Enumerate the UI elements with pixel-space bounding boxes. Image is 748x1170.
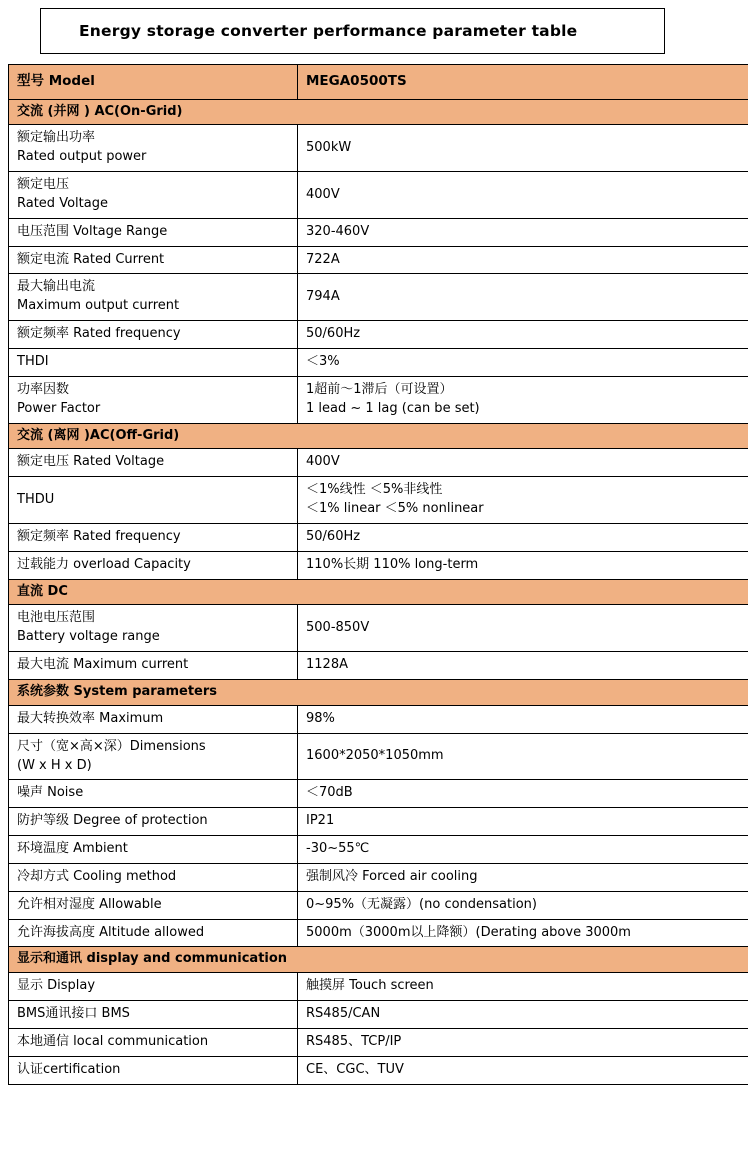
spec-label-cell bbox=[9, 919, 298, 947]
spec-section-row bbox=[9, 679, 748, 705]
spec-label-line: 最大转换效率 Maximum bbox=[17, 710, 164, 726]
spec-section-row bbox=[9, 99, 748, 125]
spec-value-line: 1超前～1滞后（可设置） bbox=[306, 381, 453, 397]
spec-label-line: 认证certification bbox=[17, 1061, 121, 1077]
spec-label-line: 显示和通讯 display and communication bbox=[17, 951, 288, 967]
spec-label-line: 型号 Model bbox=[17, 73, 95, 89]
spec-label-line: 尺寸（宽×高×深）Dimensions bbox=[17, 738, 206, 754]
spec-value-cell bbox=[298, 477, 748, 524]
spec-label-cell bbox=[9, 523, 298, 551]
spec-value-cell bbox=[298, 125, 748, 172]
spec-value-cell bbox=[298, 246, 748, 274]
spec-value-line: 110%长期 110% long-term bbox=[306, 556, 479, 572]
spec-value-line: MEGA0500TS bbox=[306, 73, 407, 89]
spec-value-cell bbox=[298, 218, 748, 246]
spec-value-cell bbox=[298, 449, 748, 477]
spec-section-row bbox=[9, 423, 748, 449]
spec-label-cell bbox=[9, 218, 298, 246]
spec-label-cell bbox=[9, 1028, 298, 1056]
spec-value-line: 触摸屏 Touch screen bbox=[306, 978, 434, 994]
spec-value-cell bbox=[298, 376, 748, 423]
spec-label-line: 电压范围 Voltage Range bbox=[17, 223, 168, 239]
table-row bbox=[9, 891, 748, 919]
spec-value-line: -30~55℃ bbox=[306, 841, 370, 857]
table-row bbox=[9, 863, 748, 891]
spec-label-cell bbox=[9, 172, 298, 219]
spec-value-line: 320-460V bbox=[306, 223, 370, 239]
spec-value-cell bbox=[298, 523, 748, 551]
spec-table-body bbox=[9, 65, 748, 1085]
spec-value-line: ＜1% linear ＜5% nonlinear bbox=[306, 501, 484, 517]
spec-label-line: Power Factor bbox=[17, 400, 101, 416]
spec-label-line: 直流 DC bbox=[17, 583, 68, 599]
table-row bbox=[9, 1056, 748, 1084]
spec-label-cell bbox=[9, 125, 298, 172]
page-title: Energy storage converter performance parameter table bbox=[79, 22, 578, 40]
table-row bbox=[9, 836, 748, 864]
spec-label-cell bbox=[9, 246, 298, 274]
table-row bbox=[9, 218, 748, 246]
spec-value-cell bbox=[298, 172, 748, 219]
spec-label-cell bbox=[9, 99, 748, 125]
table-row bbox=[9, 705, 748, 733]
table-row bbox=[9, 246, 748, 274]
document-title-box bbox=[40, 8, 665, 54]
table-row bbox=[9, 808, 748, 836]
spec-value-cell bbox=[298, 836, 748, 864]
spec-value-cell bbox=[298, 1001, 748, 1029]
spec-label-line: 噪声 Noise bbox=[17, 785, 84, 801]
spec-label-line: 交流 (并网 ) AC(On-Grid) bbox=[17, 103, 183, 119]
table-row bbox=[9, 321, 748, 349]
table-row bbox=[9, 652, 748, 680]
spec-label-cell bbox=[9, 349, 298, 377]
spec-label-line: 功率因数 bbox=[17, 381, 70, 397]
table-row bbox=[9, 349, 748, 377]
spec-value-cell bbox=[298, 652, 748, 680]
spec-value-cell bbox=[298, 705, 748, 733]
spec-value-cell bbox=[298, 321, 748, 349]
spec-value-line: RS485/CAN bbox=[306, 1006, 381, 1022]
spec-value-cell bbox=[298, 973, 748, 1001]
spec-label-cell bbox=[9, 652, 298, 680]
table-row bbox=[9, 274, 748, 321]
spec-label-line: Rated output power bbox=[17, 149, 147, 165]
spec-label-cell bbox=[9, 836, 298, 864]
spec-label-cell bbox=[9, 863, 298, 891]
spec-label-line: 本地通信 local communication bbox=[17, 1033, 209, 1049]
spec-label-line: 额定频率 Rated frequency bbox=[17, 326, 181, 342]
spec-value-cell bbox=[298, 551, 748, 579]
spec-label-line: 防护等级 Degree of protection bbox=[17, 813, 208, 829]
spec-label-line: 额定频率 Rated frequency bbox=[17, 528, 181, 544]
table-row bbox=[9, 477, 748, 524]
spec-label-cell bbox=[9, 579, 748, 605]
spec-label-line: 额定电压 Rated Voltage bbox=[17, 454, 165, 470]
spec-value-cell bbox=[298, 891, 748, 919]
spec-value-line: 50/60Hz bbox=[306, 528, 361, 544]
table-row bbox=[9, 1028, 748, 1056]
spec-label-line: THDU bbox=[17, 491, 55, 507]
table-row bbox=[9, 973, 748, 1001]
spec-label-cell bbox=[9, 423, 748, 449]
spec-label-cell bbox=[9, 679, 748, 705]
spec-label-cell bbox=[9, 947, 748, 973]
spec-value-cell bbox=[298, 733, 748, 780]
spec-label-cell bbox=[9, 551, 298, 579]
spec-value-line: 400V bbox=[306, 454, 340, 470]
spec-value-line: 强制风冷 Forced air cooling bbox=[306, 868, 478, 884]
spec-value-cell bbox=[298, 1028, 748, 1056]
spec-label-cell bbox=[9, 605, 298, 652]
spec-label-cell bbox=[9, 733, 298, 780]
spec-value-line: 500-850V bbox=[306, 619, 370, 635]
table-row bbox=[9, 733, 748, 780]
spec-label-line: 额定输出功率 bbox=[17, 130, 96, 146]
spec-label-line: 电池电压范围 bbox=[17, 610, 96, 626]
spec-label-line: 系统参数 System parameters bbox=[17, 683, 218, 699]
spec-label-cell bbox=[9, 449, 298, 477]
spec-label-cell bbox=[9, 477, 298, 524]
table-row bbox=[9, 523, 748, 551]
spec-value-line: 1128A bbox=[306, 657, 348, 673]
spec-value-line: CE、CGC、TUV bbox=[306, 1061, 404, 1077]
table-row bbox=[9, 1001, 748, 1029]
spec-value-line: ＜1%线性 ＜5%非线性 bbox=[306, 482, 443, 498]
spec-label-line: 额定电流 Rated Current bbox=[17, 251, 165, 267]
table-row bbox=[9, 376, 748, 423]
table-row bbox=[9, 919, 748, 947]
spec-section-row bbox=[9, 579, 748, 605]
spec-value-line: 794A bbox=[306, 288, 340, 304]
spec-label-line: THDI bbox=[17, 354, 49, 369]
spec-value-line: ＜70dB bbox=[306, 785, 353, 801]
spec-value-line: IP21 bbox=[306, 813, 335, 829]
spec-value-line: 50/60Hz bbox=[306, 326, 361, 342]
spec-label-cell bbox=[9, 808, 298, 836]
spec-value-cell bbox=[298, 863, 748, 891]
spec-label-line: 冷却方式 Cooling method bbox=[17, 868, 177, 884]
spec-label-cell bbox=[9, 321, 298, 349]
spec-label-cell bbox=[9, 1001, 298, 1029]
spec-value-cell bbox=[298, 808, 748, 836]
spec-value-line: 722A bbox=[306, 251, 340, 267]
spec-label-cell bbox=[9, 1056, 298, 1084]
spec-value-line: 500kW bbox=[306, 139, 352, 155]
spec-label-line: Maximum output current bbox=[17, 298, 180, 314]
spec-value-line: 1 lead ~ 1 lag (can be set) bbox=[306, 400, 480, 416]
spec-label-line: 允许海拔高度 Altitude allowed bbox=[17, 924, 205, 940]
spec-label-cell bbox=[9, 705, 298, 733]
spec-label-cell bbox=[9, 65, 298, 100]
spec-value-cell bbox=[298, 1056, 748, 1084]
spec-label-line: Rated Voltage bbox=[17, 195, 108, 211]
spec-label-line: Battery voltage range bbox=[17, 629, 160, 645]
spec-label-line: 最大输出电流 bbox=[17, 279, 96, 295]
spec-value-cell bbox=[298, 65, 748, 100]
spec-label-line: 显示 Display bbox=[17, 978, 96, 994]
spec-value-cell bbox=[298, 605, 748, 652]
spec-value-line: 1600*2050*1050mm bbox=[306, 748, 444, 764]
spec-value-cell bbox=[298, 780, 748, 808]
spec-label-line: 最大电流 Maximum current bbox=[17, 657, 189, 673]
spec-label-cell bbox=[9, 274, 298, 321]
spec-label-line: (W x H x D) bbox=[17, 757, 92, 773]
spec-label-line: 环境温度 Ambient bbox=[17, 841, 128, 857]
table-row bbox=[9, 605, 748, 652]
spec-label-cell bbox=[9, 973, 298, 1001]
spec-value-line: 98% bbox=[306, 710, 335, 726]
spec-label-cell bbox=[9, 376, 298, 423]
spec-section-row bbox=[9, 947, 748, 973]
spec-value-line: 400V bbox=[306, 186, 340, 202]
spec-table bbox=[8, 64, 748, 1085]
spec-value-cell bbox=[298, 919, 748, 947]
spec-value-line: RS485、TCP/IP bbox=[306, 1033, 402, 1049]
spec-label-line: 额定电压 bbox=[17, 177, 70, 193]
spec-label-cell bbox=[9, 891, 298, 919]
table-row bbox=[9, 172, 748, 219]
table-row bbox=[9, 65, 748, 100]
spec-label-line: 允许相对湿度 Allowable bbox=[17, 896, 162, 912]
table-row bbox=[9, 780, 748, 808]
spec-value-cell bbox=[298, 274, 748, 321]
spec-label-line: 交流 (离网 )AC(Off-Grid) bbox=[17, 427, 180, 443]
spec-label-line: BMS通讯接口 BMS bbox=[17, 1006, 130, 1022]
table-row bbox=[9, 551, 748, 579]
spec-label-line: 过载能力 overload Capacity bbox=[17, 556, 191, 572]
spec-value-line: 0~95%（无凝露）(no condensation) bbox=[306, 896, 537, 912]
table-row bbox=[9, 449, 748, 477]
spec-label-cell bbox=[9, 780, 298, 808]
spec-value-line: 5000m（3000m以上降额）(Derating above 3000m bbox=[306, 924, 631, 940]
spec-value-line: ＜3% bbox=[306, 354, 340, 369]
spec-value-cell bbox=[298, 349, 748, 377]
table-row bbox=[9, 125, 748, 172]
